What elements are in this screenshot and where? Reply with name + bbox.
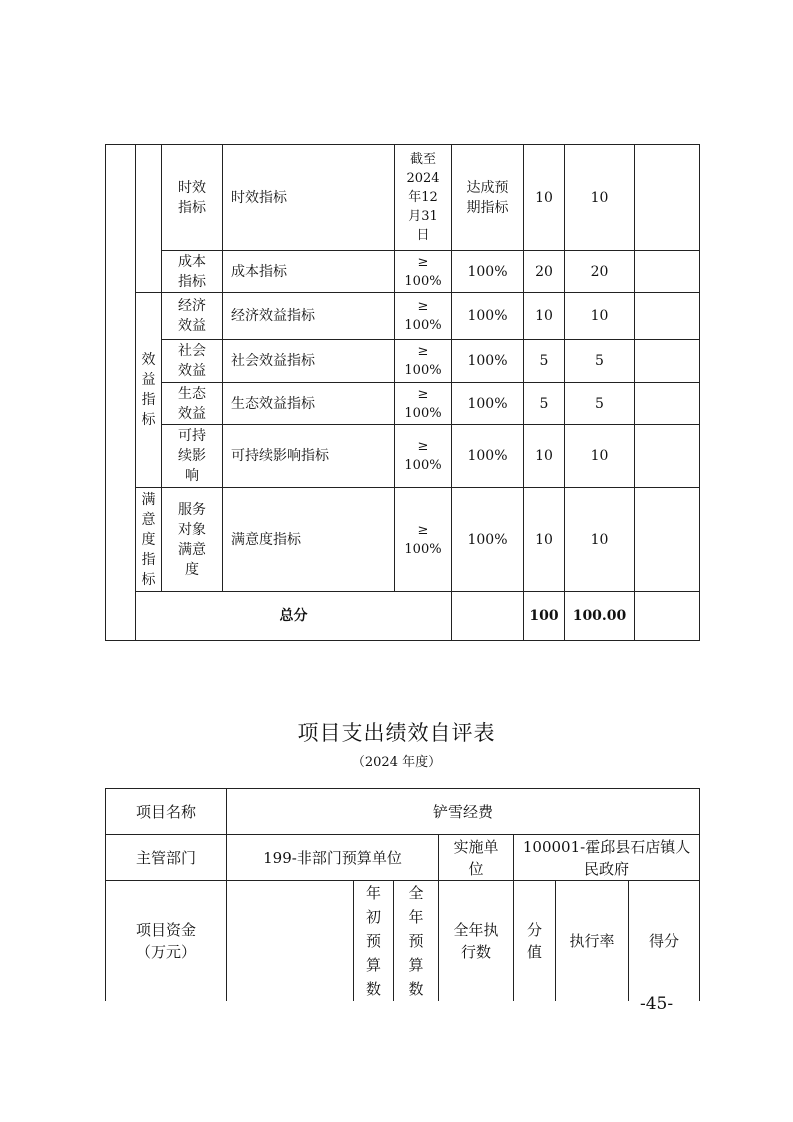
score-max: 10 bbox=[524, 488, 565, 592]
dept-value: 199-非部门预算单位 bbox=[227, 835, 439, 881]
form-title: 项目支出绩效自评表 bbox=[297, 721, 496, 745]
page-number: -45- bbox=[640, 994, 674, 1014]
score-max: 5 bbox=[524, 340, 565, 383]
table-row bbox=[106, 789, 700, 835]
total-blank bbox=[452, 592, 524, 641]
indicator-name: 可持续影响指标 bbox=[223, 425, 395, 488]
actual-value: 达成预 期指标 bbox=[452, 145, 524, 251]
note bbox=[635, 293, 700, 340]
score-max: 10 bbox=[524, 293, 565, 340]
col-executed: 全年执 行数 bbox=[439, 881, 514, 1002]
total-note bbox=[635, 592, 700, 641]
total-row bbox=[106, 592, 700, 641]
target-value: ≥ 100% bbox=[395, 383, 452, 425]
score-max: 10 bbox=[524, 145, 565, 251]
sub-indicator: 生态 效益 bbox=[162, 383, 223, 425]
indicator-name: 时效指标 bbox=[223, 145, 395, 251]
table-row bbox=[106, 145, 700, 251]
target-value: ≥ 100% bbox=[395, 425, 452, 488]
actual-value: 100% bbox=[452, 340, 524, 383]
score: 10 bbox=[565, 488, 635, 592]
indicator-name: 社会效益指标 bbox=[223, 340, 395, 383]
note bbox=[635, 425, 700, 488]
indicator-name: 生态效益指标 bbox=[223, 383, 395, 425]
table-row bbox=[106, 251, 700, 293]
project-name-label: 项目名称 bbox=[106, 789, 227, 835]
indicator-name: 成本指标 bbox=[223, 251, 395, 293]
group-label: 效 益 指 标 bbox=[136, 293, 162, 488]
indicator-name: 满意度指标 bbox=[223, 488, 395, 592]
indicator-name: 经济效益指标 bbox=[223, 293, 395, 340]
score: 10 bbox=[565, 425, 635, 488]
target-value: ≥ 100% bbox=[395, 251, 452, 293]
target-value: 截至 2024 年12 月31 日 bbox=[395, 145, 452, 251]
sub-indicator: 成本 指标 bbox=[162, 251, 223, 293]
note bbox=[635, 488, 700, 592]
self-evaluation-form bbox=[105, 788, 700, 1001]
col-initial-budget: 年 初 预 算 数 bbox=[354, 881, 394, 1002]
col-full-budget: 全 年 预 算 数 bbox=[394, 881, 439, 1002]
table-row bbox=[106, 425, 700, 488]
actual-value: 100% bbox=[452, 383, 524, 425]
indicator-table bbox=[105, 144, 700, 641]
score: 5 bbox=[565, 383, 635, 425]
fund-blank bbox=[227, 881, 354, 1002]
impl-value: 100001-霍邱县石店镇人 民政府 bbox=[514, 835, 700, 881]
group-label: 满 意 度 指 标 bbox=[136, 488, 162, 592]
actual-value: 100% bbox=[452, 251, 524, 293]
form-subtitle: （2024 年度） bbox=[351, 755, 442, 770]
total-label: 总分 bbox=[136, 592, 452, 641]
note bbox=[635, 340, 700, 383]
dept-label: 主管部门 bbox=[106, 835, 227, 881]
col-exec-rate: 执行率 bbox=[556, 881, 629, 1002]
score-max: 5 bbox=[524, 383, 565, 425]
score-max: 20 bbox=[524, 251, 565, 293]
category-cell bbox=[106, 145, 136, 641]
group-cell bbox=[136, 145, 162, 293]
sub-indicator: 可持 续影 响 bbox=[162, 425, 223, 488]
table-row bbox=[106, 340, 700, 383]
table-row bbox=[106, 383, 700, 425]
impl-label: 实施单 位 bbox=[439, 835, 514, 881]
note bbox=[635, 251, 700, 293]
target-value: ≥ 100% bbox=[395, 293, 452, 340]
table-row bbox=[106, 488, 700, 592]
sub-indicator: 经济 效益 bbox=[162, 293, 223, 340]
sub-indicator: 服务 对象 满意 度 bbox=[162, 488, 223, 592]
sub-indicator: 社会 效益 bbox=[162, 340, 223, 383]
note bbox=[635, 145, 700, 251]
actual-value: 100% bbox=[452, 425, 524, 488]
fund-label: 项目资金 （万元） bbox=[106, 881, 227, 1002]
note bbox=[635, 383, 700, 425]
score: 10 bbox=[565, 293, 635, 340]
col-score-value: 分 值 bbox=[514, 881, 556, 1002]
total-score-max: 100 bbox=[524, 592, 565, 641]
target-value: ≥ 100% bbox=[395, 340, 452, 383]
table-row bbox=[106, 835, 700, 881]
sub-indicator: 时效 指标 bbox=[162, 145, 223, 251]
project-name: 铲雪经费 bbox=[227, 789, 700, 835]
actual-value: 100% bbox=[452, 293, 524, 340]
actual-value: 100% bbox=[452, 488, 524, 592]
score: 20 bbox=[565, 251, 635, 293]
table-row bbox=[106, 293, 700, 340]
target-value: ≥ 100% bbox=[395, 488, 452, 592]
col-points: 得分 bbox=[629, 881, 700, 1002]
score: 5 bbox=[565, 340, 635, 383]
table-row bbox=[106, 881, 700, 1002]
score-max: 10 bbox=[524, 425, 565, 488]
total-score: 100.00 bbox=[565, 592, 635, 641]
score: 10 bbox=[565, 145, 635, 251]
